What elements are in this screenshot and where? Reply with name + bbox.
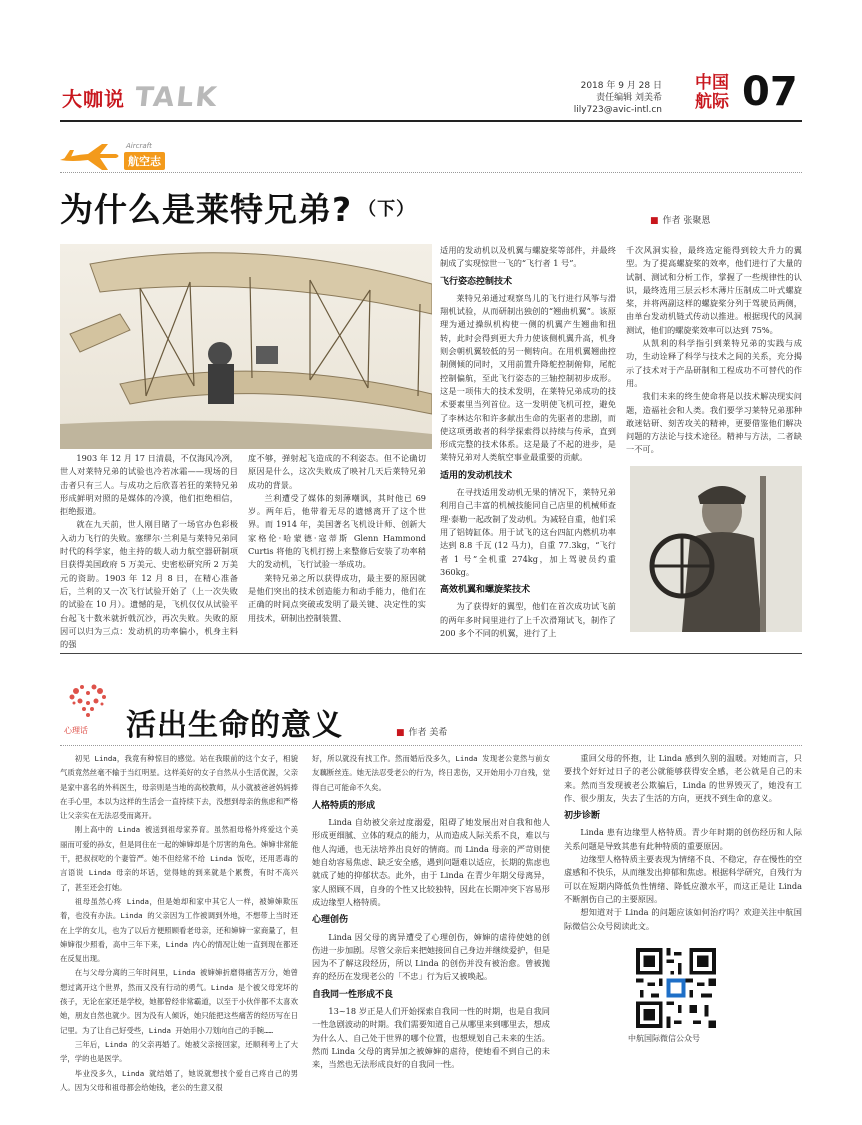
heading-trauma: 心理创伤 [312,915,349,926]
article1-title-sub: （下） [358,199,416,220]
article1-byline: ■ 作者 张聚恩 [650,216,711,226]
article2-divider [60,745,802,746]
article1-col4: 千次风洞实验，最终选定能得到较大升力的翼型。为了提高螺旋桨的效率，他们进行了大量的试制、测试和分析工作，掌握了一些规律性的认识，最终选用三层云杉木薄片压制成二叶式螺旋桨，并将两副这样的螺旋桨分列于驾驶员两侧，由单台发动机链式传动以推进。根据现代的风洞测试，他们的螺旋桨效率可以达到 75%。 从凯利的科学指引到莱特兄弟的实践与成功，生动诠释了科学与技术之间的关系，充分揭示了技术对于产品研制和工程成功不可替代的作用。 我们未来的终生使命将是以技术解决现实问题，造福社会和人类。我们要学习莱特兄弟那种敢迷钻研、刻苦攻关的精神，更要借鉴他们解决问题的方法论与技术途径。精神与方法，二者缺一不可。 [626,245,802,455]
header-rule [60,120,802,122]
heading-trait: 人格特质的形成 [312,800,376,811]
wright-flyer-photo [60,244,432,449]
heading-flight-control: 飞行姿态控制技术 [440,276,513,287]
heading-wing: 高效机翼和螺旋桨技术 [440,585,531,596]
article2-col1: 初见 Linda，我竟有种惊目的感觉。站在我眼前的这个女子，相貌气质竟然丝毫不输于当红明星。这样美好的女子自然从小生活优渥，父亲是家中喜名的外科医生，母亲则是当地的高校教师，从小就被爸爸妈妈捧在手心里，本以为这样的生活会一直持续下去，没想到母亲的焦虑和严格让父亲实在无法忍受而离开。 刚上高中的 Linda 被送到祖母家养育。虽然祖母格外疼爱这个美丽而可爱的孙女，但是同住在一起的婶婶却是个厉害的角色。婶婶非常能干，把叔叔吃的个妻管严。她不但经常不给 Linda 饭吃，还用恶毒的言语说 Linda 母亲的坏话，觉得她的到来就是个累赘，有时不高兴了，甚至还会打她。 祖母虽然心疼 Linda，但是她却和家中其它人一样，被婶婶欺压着，也没有办法。Linda 的父亲因为工作被调到外地，不想带上当时还在上学的女儿，也为了以后方便照顾看老母亲，还和婶婶一家商量了，但婶婶很少照看，高中三年下来，Linda 内心的情况让她一直到现在都还在反复出现。 在与父母分离的三年时间里，Linda 被婶婶折磨得痛苦万分，她曾想过离开这个世界，然而又没有行动的勇气。Linda 是个被父母宠坏的孩子，无论在家还是学校，她都曾经非常霸道，以至于小伙伴都不太喜欢她，朋友自然也就少。因为没有人倾诉，她只能把这些痛苦的经历写在日记里。为了让自己好受些，Linda 开始用小刀划向自己的手腕…… 三年后，Linda 的父亲再婚了。她被父亲接回家，还顺利考上了大学，学的也是医学。 毕业没多久，Linda 就结婚了，她说就想找个爱自己疼自己的男人。因为父母和祖母都会给她钱，老公的生意又很 [60,754,298,1092]
heading-diagnosis: 初步诊断 [564,811,601,822]
article1-title: 为什么是莱特兄弟? $^{(下)}$ [60,190,416,229]
issue-date: 2018 年 9 月 28 日 [580,81,662,91]
issue-editor: 责任编辑 刘美希 [596,93,662,103]
aircraft-tag-en: Aircraft [126,142,152,150]
pilot-photo [630,466,802,632]
heart-icon [60,677,116,725]
psychology-tag-label: 心理话 [64,726,88,735]
article2-byline: ■ 作者 美希 [396,728,448,738]
airplane-icon [58,140,122,174]
aircraft-tag-cn: 航空志 [124,152,165,170]
qr-caption: 中航国际微信公众号 [628,1034,700,1043]
publication-logo: 中国 航际 [695,73,729,112]
psychology-tag [60,677,116,739]
section-title-cn: 大咖说 [62,87,125,111]
article2-col2: 好，所以就没有找工作。然而婚后没多久，Linda 发现老公竟然与前女友藕断丝连。她无法忍受老公的行为，终日悲伤，又开始用小刀自残，觉得自己可能命不久矣。 人格特质的形成 Linda 自幼被父亲过度溺爱，阻碍了她发展出对自我和他人形成更细腻、立体的观点的能力，从而造成人际关系不良，难以与他人沟通，也无法培养出良好的情商。而 Linda 母亲的严苛则使她自幼容易焦虑、缺乏安全感，遇到问题难以适应，长期的焦虑也就成了她的抑郁状态。此外，由于 Linda 在青少年期父母离异，家人照顾不周，自身的个性又比较独特，因此在长期冲突下容易形成边缘型人格特质。 心理创伤 Linda 因父母的离异遭受了心理创伤，婶婶的虐待使她的创伤进一步加剧。尽管父亲后来把她接回自己身边并继续爱护，但是因为不了解这段经历，所以 Linda 的创伤并没有被治愈。曾被抛弃的经历在发现老公的「不忠」行为后又被唤起。 自我同一性形成不良 13~18 岁正是人们开始探索自我同一性的时期，也是自我同一性急剧波动的时期。我们需要知道自己从哪里来到哪里去，想成为什么人、自己处于世界的哪个位置，也想规划自己未来的生活。然而 Linda 父母的离异加之被婶婶的虐待，使她看不到自己的未来，当然也无法形成良好的自我同一性。 [312,754,550,1070]
section-divider [60,653,802,654]
issue-email: lily723@avic-intl.cn [573,105,662,115]
section-title-en: TALK [133,82,220,113]
page-number: 07 [742,69,798,115]
aircraft-tag [58,140,168,174]
article2-title: 活出生命的意义 [126,708,343,743]
heading-engine: 适用的发动机技术 [440,470,513,481]
article1-col2: 度不够，弹射起飞造成的不利姿态。但不论确切原因是什么，这次失败成了映衬几天后莱特兄弟成功的背景。 兰利遭受了媒体的刻薄嘲讽，其时他已 69 岁。两年后，他带着无尽的遗憾离开了这个世界。而 1914 年，美国著名飞机设计师、创新大家格伦·哈蒙德·寇蒂斯 Glenn Hammond Curtis 将他的飞机打捞上来整修后安装了功率稍大的发动机，飞行试验一举成功。 莱特兄弟之所以获得成功，最主要的原因就是他们突出的技术创造能力和动手能力，他们在正确的时间点突破或发明了最关键、决定性的实用技术，研制出控制装置、 [248,453,426,623]
tag-divider [60,172,802,173]
heading-identity: 自我同一性形成不良 [312,989,394,1000]
article2-col3: 重回父母的怀抱，让 Linda 感到久别的温暖。对她而言，只要找个好好过日子的老公就能够获得安全感，老公就是自己的未来。然而当发现被老公欺骗后，Linda 的世界毁灭了，她没有工作、很少朋友，失去了生活的方向，更找不到生命的意义。 初步诊断 Linda 患有边缘型人格特质。青少年时期的创伤经历和人际关系问题是导致其患有此种特质的重要原因。 边缘型人格特质主要表现为情绪不良、不稳定，存在慢性的空虚感和不快乐，从而继发出抑郁和焦虑。根据科学研究，自残行为可以在短期内降低负性情绪、降低应激水平，而这正是让 Linda 不断割伤自己的主要原因。 想知道对于 Linda 的问题应该如何治疗吗？欢迎关注中航国际微信公众号阅读此文。 [564,753,802,931]
issue-meta [574,80,662,116]
section-header [62,82,218,113]
article1-col3: 适用的发动机以及机翼与螺旋桨等部件，并最终制成了实现惊世一飞的“飞行者 1 号”。 飞行姿态控制技术 莱特兄弟通过观察鸟儿的飞行进行风筝与滑翔机试验，从而研制出独创的“翘曲机翼”。该原理为通过操纵机构使一侧的机翼产生翘曲和扭转，此时会得到更大升力使该侧机翼升高，机身则会朝机翼较低的另一侧转向。在用机翼翘曲控制侧倾的同时，又用前置升降舵控制俯仰，尾舵控制偏航，至此飞行姿态的三轴控制初步成形。这是一项伟大的技术发明，在莱特兄弟成功的技术要素里当列首位。这一发明使飞机可控，避免了李林达尔和许多献出生命的先驱者的悲剧，而使这项勇敢者的科学探索得以持续与传承，直到形成完整的技术体系。这是最了不起的进步，是莱特兄弟对人类航空事业最重要的贡献。 适用的发动机技术 在寻找适用发动机无果的情况下，莱特兄弟利用自己丰富的机械技能同自己店里的机械师查理·泰勒一起改制了发动机。为减轻自重，他们采用了铝铸缸体。用于试飞的这台四缸内燃机功率达到 8.8 千瓦 (12 马力)，自重 77.3kg，“飞行者 1 号”全机重 274kg，加上驾驶员约重 360kg。 高效机翼和螺旋桨技术 为了获得好的翼型，他们在首次成功试飞前的两年多时间里进行了上千次滑翔试飞，制作了 200 多个不同的机翼，进行了上 [440,245,616,639]
wechat-qr-code[interactable] [636,948,716,1028]
article1-col1: 1903 年 12 月 17 日清晨，不仅海风冷冽，世人对莱特兄弟的试验也冷若冰霜——现场的目击者只有三人。与成功之后欣喜若狂的莱特兄弟形成鲜明对照的是媒体的冷漠，他们拒绝相信，拒绝报道。 就在九天前，世人刚目睹了一场官办色彩极入动力飞行的失败。塞缪尔·兰利是与莱特兄弟同时代的科学家，他主持的载人动力航空器研制项目获得美国政府 5 万美元、史密松研究所 2 万美元的资助。1903 年 12 月 8 日，在精心准备后，兰利的又一次飞行试验开始了（上一次失败的试验在 10 月）。遗憾的是，飞机仅仅从试验平台起飞十数米就折戟沉沙，再次失败。失败的原因可以归为三点：发动机的功率偏小，机身主料的强 [60,453,238,650]
